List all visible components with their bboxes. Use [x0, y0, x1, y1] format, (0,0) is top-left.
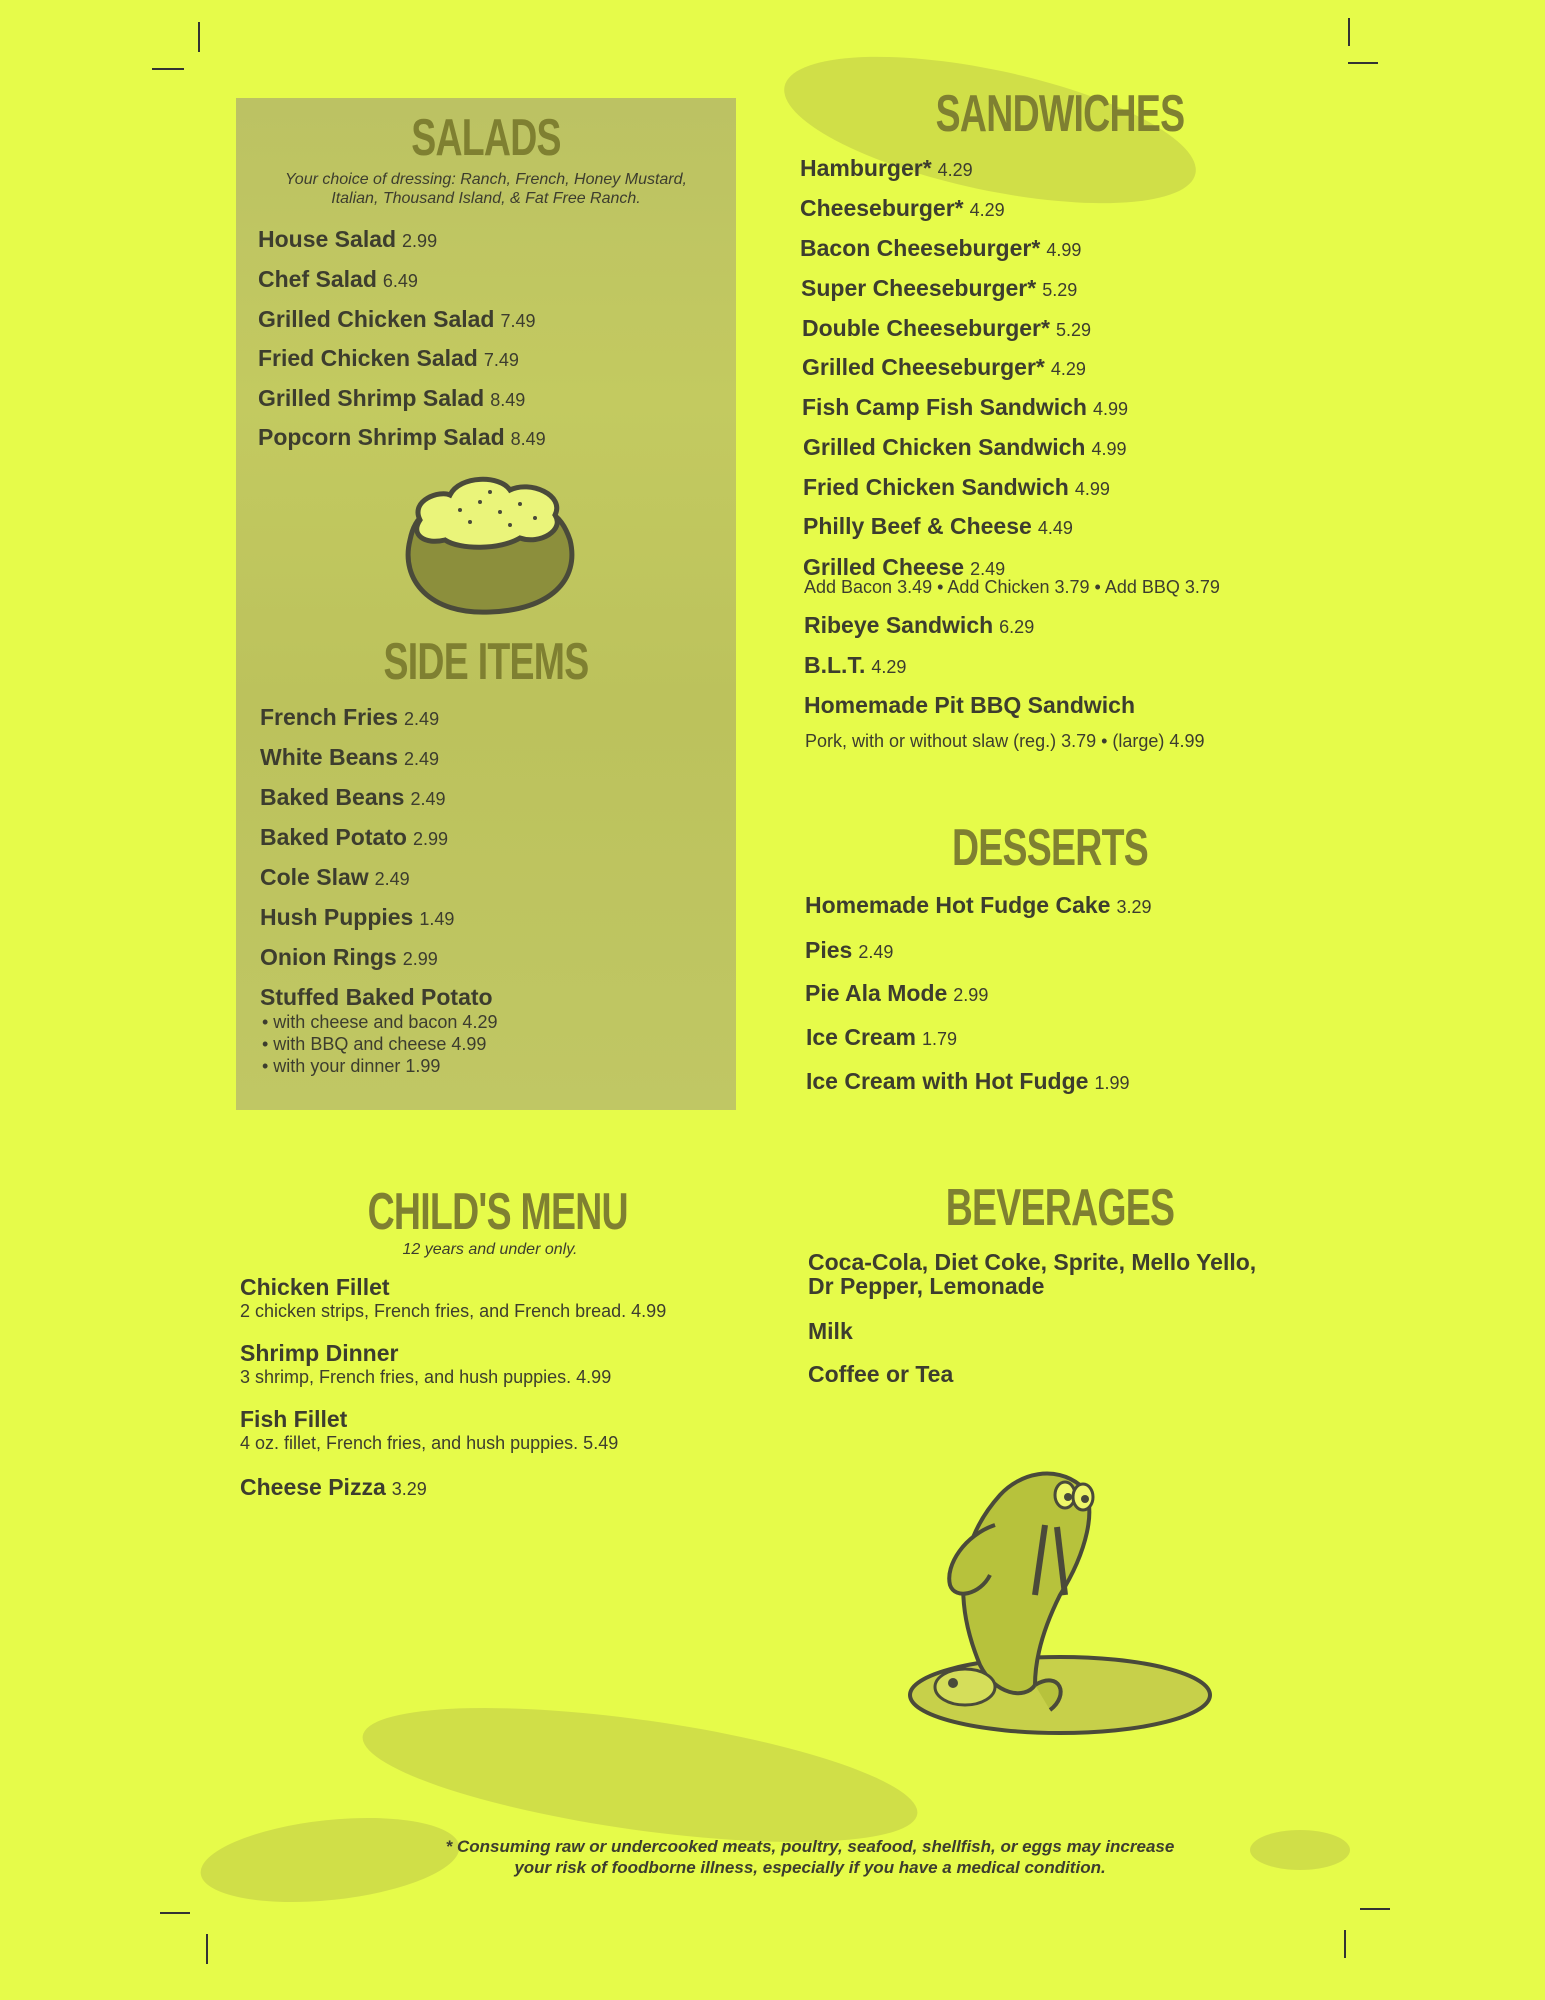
menu-item — [805, 892, 1152, 919]
item-price: 2.49 — [858, 942, 894, 962]
item-name: Pies — [805, 937, 853, 963]
menu-item — [258, 345, 519, 372]
beverage-line — [808, 1274, 1044, 1302]
item-name: Grilled Cheese — [803, 554, 965, 580]
item-price: 2.49 — [410, 789, 446, 809]
item-detail: 2 chicken strips, French fries, and French bread. 4.99 — [240, 1301, 667, 1321]
item-name: Double Cheeseburger* — [802, 315, 1050, 341]
childs-menu-subtitle: 12 years and under only. — [402, 1241, 578, 1258]
stuffed-option: • with your dinner 1.99 — [262, 1056, 441, 1076]
menu-item — [802, 315, 1091, 342]
item-name: Grilled Cheeseburger* — [802, 354, 1045, 380]
crop-mark — [1348, 18, 1350, 46]
menu-item — [258, 385, 525, 412]
crop-mark — [1348, 62, 1378, 64]
item-name: Fried Chicken Salad — [258, 345, 478, 371]
menu-item — [804, 612, 1034, 639]
menu-item — [258, 226, 437, 253]
item-price: 4.29 — [1050, 359, 1086, 379]
item-price: 4.99 — [1092, 399, 1129, 419]
item-price: 2.99 — [412, 829, 449, 849]
item-name: Onion Rings — [260, 944, 397, 970]
beverage-line — [808, 1361, 953, 1388]
item-price: 4.49 — [1037, 518, 1073, 538]
menu-item — [804, 652, 906, 679]
item-price: 4.99 — [1074, 479, 1110, 499]
item-name: Philly Beef & Cheese — [803, 513, 1032, 539]
menu-item — [800, 195, 1005, 222]
item-price: 3.29 — [1116, 897, 1152, 917]
menu-item — [260, 744, 439, 771]
item-name: Pie Ala Mode — [805, 980, 948, 1006]
item-price: 7.49 — [500, 311, 536, 331]
item-price: 7.49 — [483, 350, 519, 370]
item-name: Hush Puppies — [260, 904, 414, 930]
beverage-name: Dr Pepper, Lemonade — [808, 1273, 1045, 1299]
menu-item — [805, 980, 988, 1007]
menu-item — [804, 692, 1135, 719]
salads-heading: SALADS — [411, 109, 561, 167]
stuffed-option: • with BBQ and cheese 4.99 — [262, 1034, 487, 1054]
beverages-heading: BEVERAGES — [945, 1179, 1175, 1237]
menu-item — [800, 235, 1081, 262]
item-name: Ribeye Sandwich — [804, 612, 994, 638]
item-name: Cheeseburger* — [800, 195, 964, 221]
crop-mark — [160, 1912, 190, 1914]
item-name: White Beans — [260, 744, 399, 770]
item-price: 2.49 — [404, 709, 440, 729]
menu-item — [240, 1274, 390, 1301]
item-name: Chicken Fillet — [240, 1274, 390, 1300]
sandwiches-heading: SANDWICHES — [935, 85, 1185, 143]
item-price: 2.49 — [970, 559, 1006, 579]
crop-mark — [198, 22, 200, 52]
item-name: Homemade Pit BBQ Sandwich — [804, 692, 1136, 718]
menu-item — [258, 266, 418, 293]
disclaimer-line: your risk of foodborne illness, especially if you have a medical condition. — [514, 1858, 1106, 1877]
item-name: Homemade Hot Fudge Cake — [805, 892, 1111, 918]
item-name: Hamburger* — [800, 155, 932, 181]
item-name: B.L.T. — [804, 652, 866, 678]
item-name: Fish Camp Fish Sandwich — [802, 394, 1087, 420]
bbq-detail: Pork, with or without slaw (reg.) 3.79 • (large) 4.99 — [805, 731, 1205, 751]
menu-item — [803, 513, 1073, 540]
dressing-note-1: Your choice of dressing: Ranch, French, Honey Mustard, — [285, 171, 687, 188]
menu-item — [260, 784, 446, 811]
beverage-name: Coca-Cola, Diet Coke, Sprite, Mello Yello, — [808, 1249, 1257, 1275]
menu-item — [801, 275, 1077, 302]
item-price: 4.99 — [1091, 439, 1127, 459]
item-price: 1.79 — [921, 1029, 958, 1049]
item-name: Baked Potato — [260, 824, 407, 850]
item-name: Cole Slaw — [260, 864, 369, 890]
food-safety-disclaimer — [330, 1836, 1290, 1878]
item-name: Fish Fillet — [240, 1406, 348, 1432]
item-price: 2.99 — [953, 985, 989, 1005]
item-name: Ice Cream with Hot Fudge — [806, 1068, 1089, 1094]
item-price: 2.49 — [404, 749, 440, 769]
menu-item — [260, 704, 439, 731]
menu-item — [806, 1068, 1129, 1095]
beverage-name: Coffee or Tea — [808, 1361, 954, 1387]
beverage-line — [808, 1318, 853, 1345]
item-name: Chef Salad — [258, 266, 377, 292]
crop-mark — [206, 1934, 208, 1964]
item-price: 3.29 — [391, 1479, 427, 1499]
item-price: 1.99 — [1094, 1073, 1130, 1093]
menu-item — [240, 1474, 427, 1501]
crop-mark — [152, 68, 184, 70]
item-name: Ice Cream — [806, 1024, 916, 1050]
item-price: 5.29 — [1042, 280, 1078, 300]
item-name: Popcorn Shrimp Salad — [258, 424, 505, 450]
menu-item — [260, 944, 438, 971]
menu-item — [806, 1024, 957, 1051]
menu-item — [258, 306, 536, 333]
side-items-heading: SIDE ITEMS — [383, 633, 589, 691]
menu-item — [800, 155, 973, 182]
item-name: Grilled Chicken Sandwich — [803, 434, 1086, 460]
menu-item — [240, 1340, 398, 1367]
menu-item — [802, 354, 1086, 381]
stuffed-option: • with cheese and bacon 4.29 — [262, 1012, 498, 1032]
item-price: 6.29 — [999, 617, 1035, 637]
menu-item — [803, 474, 1110, 501]
menu-item — [260, 824, 448, 851]
item-price: 5.29 — [1055, 320, 1091, 340]
crop-mark — [1344, 1930, 1346, 1958]
item-price: 4.99 — [1046, 240, 1082, 260]
item-name: Grilled Shrimp Salad — [258, 385, 485, 411]
menu-item — [802, 394, 1128, 421]
item-detail: 3 shrimp, French fries, and hush puppies. 4.99 — [240, 1367, 612, 1387]
item-price: 2.99 — [402, 231, 438, 251]
item-price: 2.99 — [402, 949, 438, 969]
item-name: French Fries — [260, 704, 399, 730]
baked-potato-icon — [390, 470, 590, 620]
menu-item — [260, 864, 410, 891]
item-name: Cheese Pizza — [240, 1474, 386, 1500]
item-price: 8.49 — [490, 390, 526, 410]
item-name: Fried Chicken Sandwich — [803, 474, 1069, 500]
menu-item — [240, 1406, 347, 1433]
item-name: House Salad — [258, 226, 397, 252]
menu-item — [258, 424, 546, 451]
item-detail: 4 oz. fillet, French fries, and hush puppies. 5.49 — [240, 1433, 619, 1453]
childs-menu-heading: CHILD'S MENU — [367, 1183, 628, 1241]
item-price: 2.49 — [374, 869, 410, 889]
item-price: 6.49 — [382, 271, 418, 291]
beverage-name: Milk — [808, 1318, 853, 1344]
item-name: Super Cheeseburger* — [801, 275, 1037, 301]
item-name: Baked Beans — [260, 784, 405, 810]
item-price: 4.29 — [969, 200, 1005, 220]
item-price: 4.29 — [937, 160, 973, 180]
item-name: Stuffed Baked Potato — [260, 984, 493, 1010]
dressing-note-2: Italian, Thousand Island, & Fat Free Ranch. — [331, 190, 641, 207]
item-name: Grilled Chicken Salad — [258, 306, 495, 332]
item-price: 8.49 — [510, 429, 546, 449]
disclaimer-line: * Consuming raw or undercooked meats, poultry, seafood, shellfish, or eggs may increase — [445, 1837, 1175, 1856]
crop-mark — [1360, 1908, 1390, 1910]
item-price: 4.29 — [871, 657, 907, 677]
menu-item — [260, 904, 454, 931]
walrus-mascot-icon — [885, 1455, 1215, 1735]
menu-item — [260, 984, 493, 1011]
grilled-cheese-addons: Add Bacon 3.49 • Add Chicken 3.79 • Add BBQ 3.79 — [804, 577, 1220, 597]
menu-item — [803, 434, 1127, 461]
item-name: Bacon Cheeseburger* — [800, 235, 1041, 261]
item-price: 1.49 — [419, 909, 455, 929]
item-name: Shrimp Dinner — [240, 1340, 399, 1366]
menu-item — [805, 937, 893, 964]
desserts-heading: DESSERTS — [951, 819, 1149, 877]
